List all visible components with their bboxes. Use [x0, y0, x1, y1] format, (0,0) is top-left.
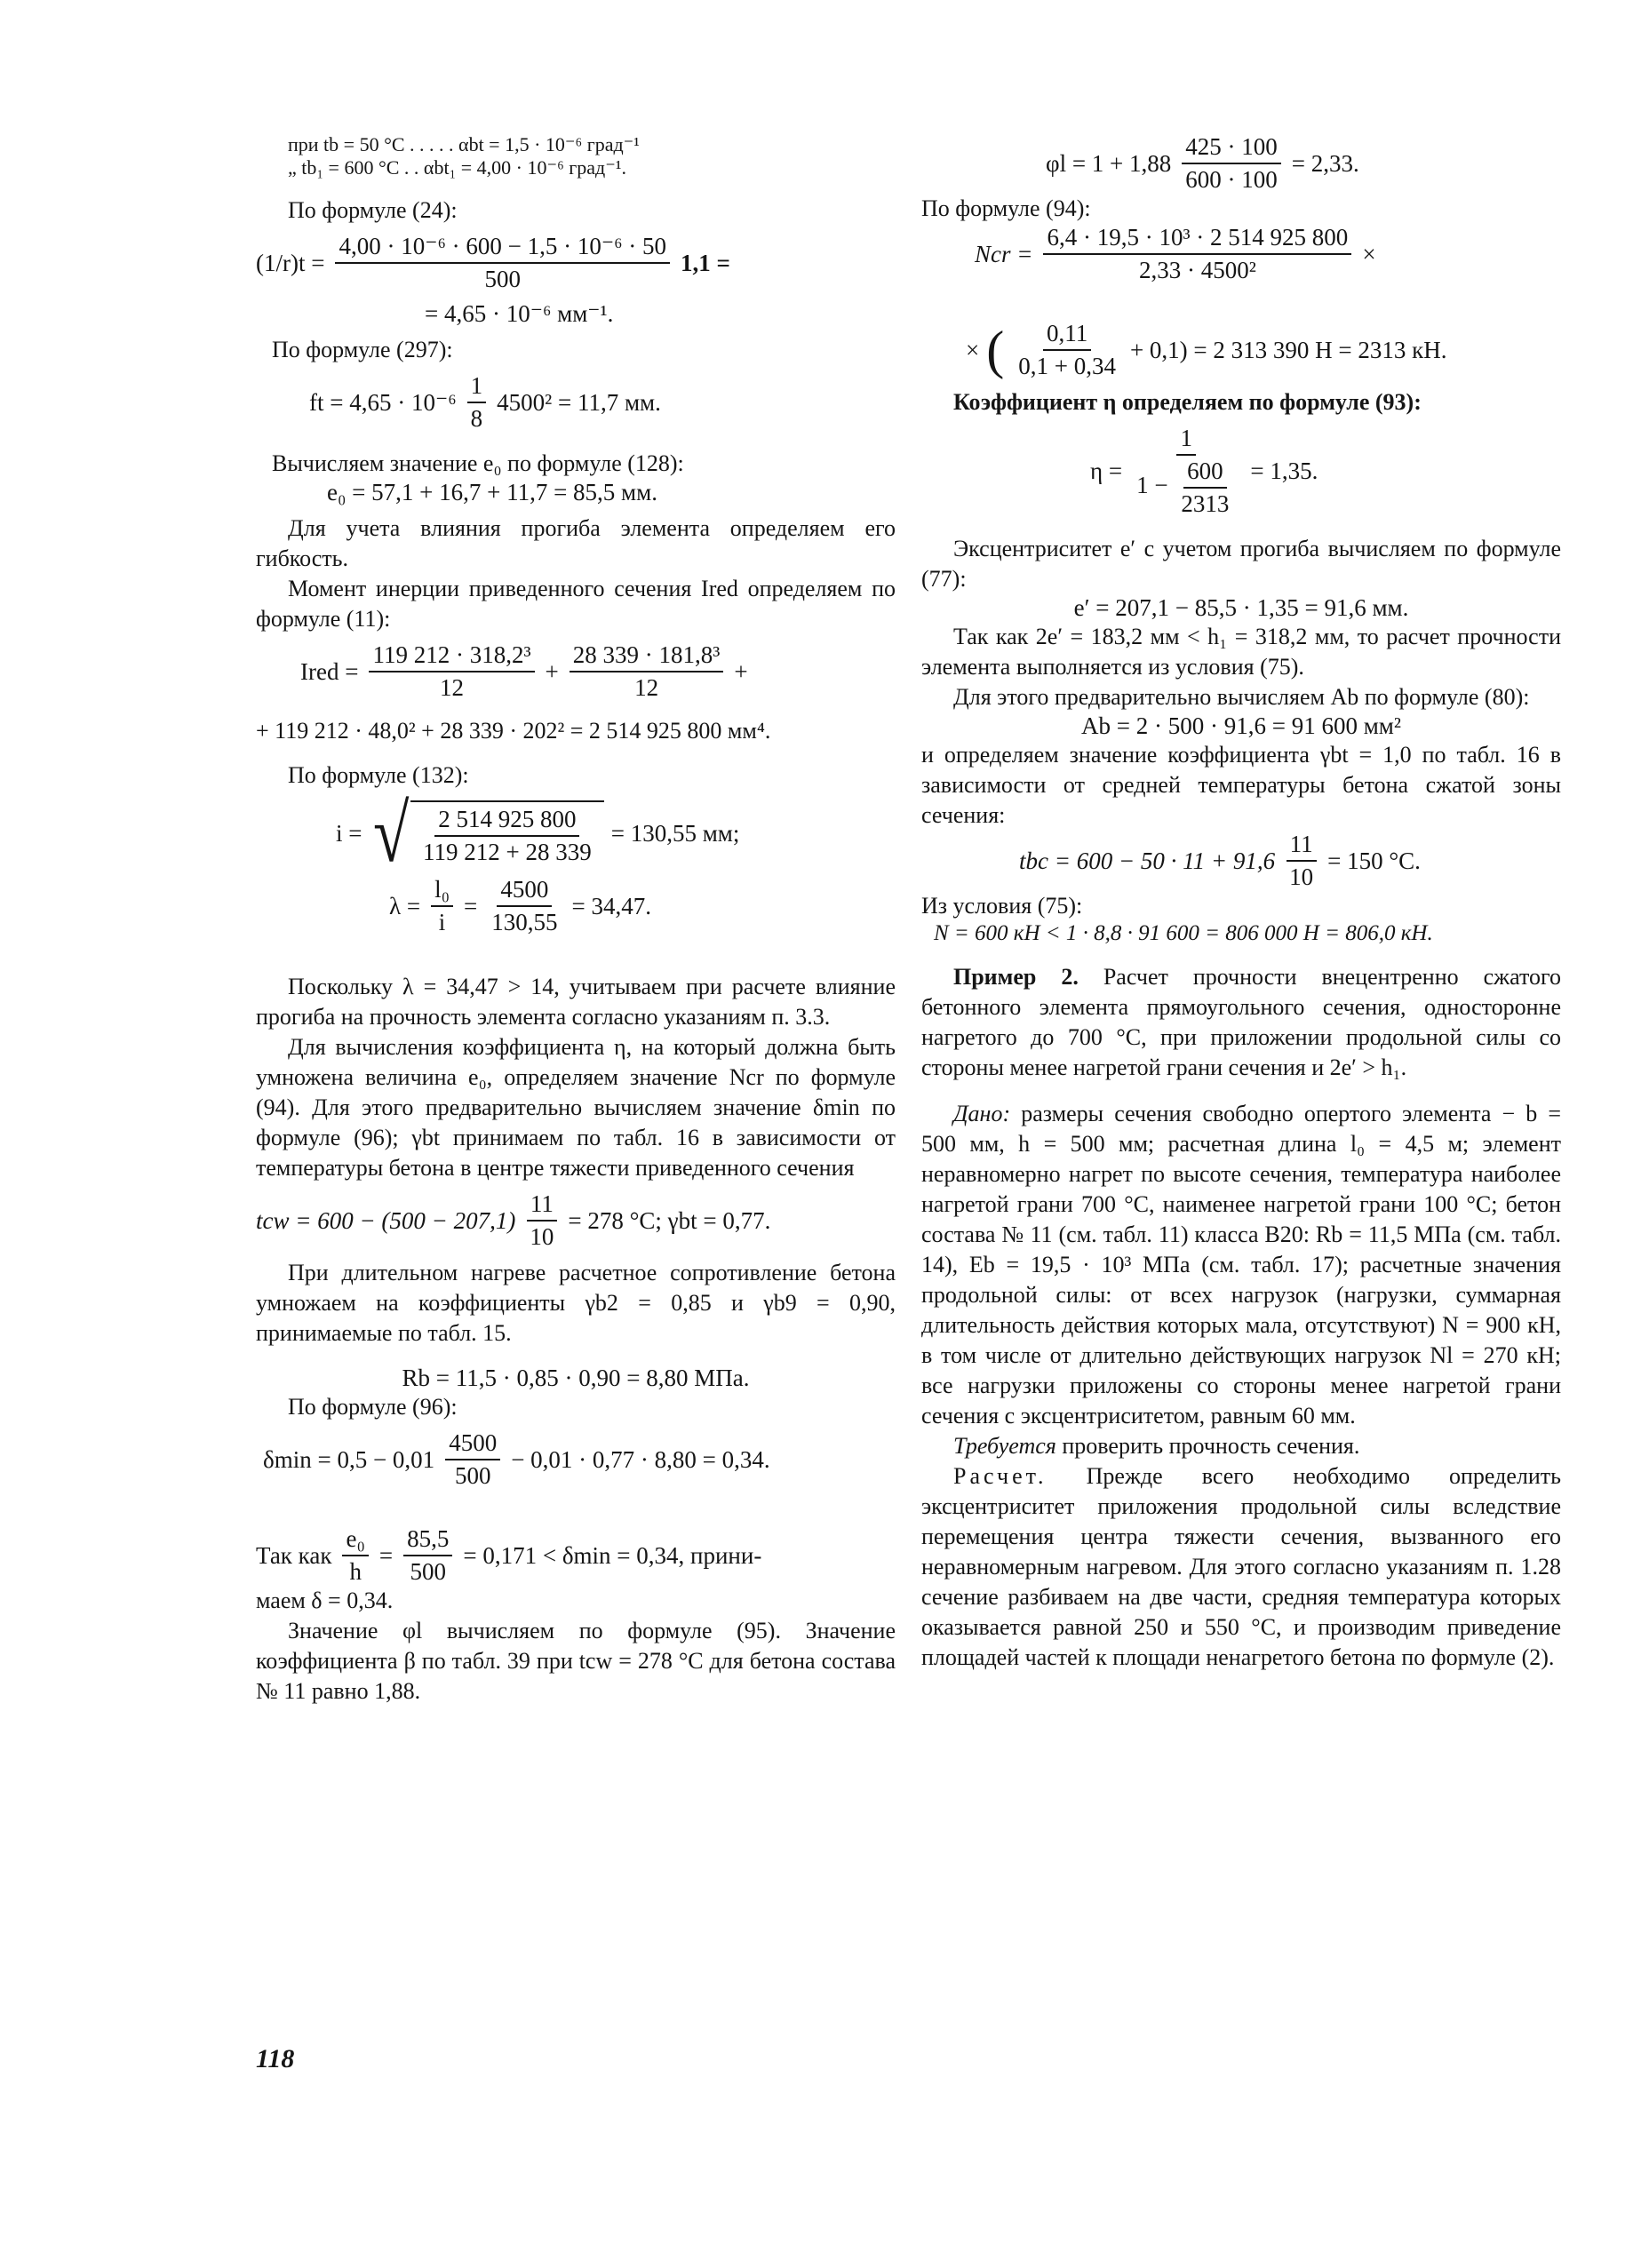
right-column	[921, 133, 1561, 1673]
phi-numerator: 425 · 100	[1182, 133, 1281, 164]
eq297-fraction	[467, 372, 487, 433]
takkak-equation	[256, 1525, 896, 1586]
tcw-fraction	[526, 1190, 557, 1251]
eq24-lhs: (1/r)t =	[256, 249, 325, 276]
ab-intro: Для этого предварительно вычисляем Ab по формуле (80):	[953, 684, 1530, 710]
eq297-tail: 4500² = 11,7 мм.	[497, 388, 661, 416]
given-text: размеры сечения свободно опертого элемента − b = 500 мм, h = 500 мм; расчетная длина l₀ = 4,5 м; элемент неравномерно нагрет по высоте сечения, температура наиболее нагретой грани 700 °С, наименее нагретой грани 100 °С; бетон состава № 11 (см. табл. 11) класса В20: Rb = 11,5 МПа (см. табл. 14), Eb = 19,5 · 10³ МПа (см. табл. 17); расчетные значения продольной силы: от всех нагрузок (нагрузки, суммарная длительность действия которых мала, отсутствуют) N = 900 кН, в том числе от длительно действующих нагрузок Nl = 270 кН; все нагрузки приложены со стороны менее нагретой грани сечения с эксцентриситетом, равным 60 мм.	[921, 1101, 1562, 1428]
phi-denominator: 600 · 100	[1185, 166, 1278, 193]
delta-min-equation	[263, 1429, 896, 1490]
sqrt-body	[410, 800, 604, 866]
phi-lhs: φl = 1 + 1,88	[1046, 149, 1172, 177]
formula-96-label: По формуле (96):	[288, 1394, 458, 1420]
dmin-tail: − 0,01 · 0,77 · 8,80 = 0,34.	[511, 1445, 770, 1473]
ncr-lhs: Ncr =	[975, 240, 1033, 267]
formula-24-label: По формуле (24):	[288, 197, 458, 223]
eq24-result: = 4,65 · 10⁻⁶ мм⁻¹.	[425, 300, 614, 327]
lambda-tail: = 34,47.	[571, 892, 651, 919]
page-number: 118	[256, 2044, 295, 2073]
tbc-equation	[1019, 831, 1561, 891]
ired-numerator-2: 28 339 · 181,8³	[570, 641, 724, 672]
temperature-line-1: при tb = 50 °C . . . . . αbt = 1,5 · 10⁻⁶ град⁻¹	[288, 133, 640, 155]
takkak-numerator-1: e₀	[342, 1525, 368, 1556]
temperature-line-2: „ tb₁ = 600 °C . . αbt₁ = 4,00 · 10⁻⁶ град⁻¹.	[288, 156, 626, 179]
sqrt-expression	[369, 788, 603, 879]
ired-denominator-2: 12	[634, 674, 659, 701]
lambda-numerator-2: 4500	[497, 876, 552, 907]
dmin-numerator: 4500	[445, 1429, 500, 1460]
ncr-line2-denominator: 0,1 + 0,34	[1018, 353, 1116, 379]
ired-plus-2: +	[734, 657, 748, 685]
takkak-numerator-2: 85,5	[403, 1525, 452, 1556]
left-column	[256, 133, 896, 1707]
eta-numerator: 1	[1176, 425, 1196, 456]
i-denominator: 119 212 + 28 339	[422, 839, 592, 865]
tbc-numerator: 11	[1287, 831, 1317, 862]
eq24-numerator: 4,00 · 10⁻⁶ · 600 − 1,5 · 10⁻⁶ · 50	[335, 233, 670, 264]
ncr-denominator: 2,33 · 4500²	[1138, 257, 1256, 283]
phi-paragraph: Значение φl вычисляем по формуле (95). Значение коэффициента β по табл. 39 при tcw = 278 °C для бетона состава № 11 равно 1,88.	[256, 1618, 896, 1704]
lambda-numerator-1: l₀	[431, 876, 453, 907]
ncr-line2-pre: ×	[966, 336, 980, 363]
flexibility-paragraph: Для учета влияния прогиба элемента определяем его гибкость.	[256, 515, 896, 571]
gamma-paragraph: и определяем значение коэффициента γbt = 1,0 по табл. 16 в зависимости от средней температуры бетона сжатой зоны сечения:	[921, 742, 1561, 828]
ired-denominator-1: 12	[440, 674, 464, 701]
takkak-denominator-1: h	[349, 1558, 362, 1585]
lambda-lhs: λ =	[389, 892, 421, 919]
ired-line-2: + 119 212 · 48,0² + 28 339 · 202² = 2 514 925 800 мм⁴.	[256, 718, 771, 744]
lambda-equation	[389, 876, 896, 936]
formula-132-label: По формуле (132):	[288, 762, 469, 788]
i-tail: = 130,55 мм;	[610, 819, 740, 847]
tcw-tail: = 278 °C; γbt = 0,77.	[568, 1206, 771, 1234]
tcw-denominator: 10	[530, 1223, 554, 1250]
dmin-fraction	[445, 1429, 500, 1490]
eq297-denominator: 8	[470, 405, 483, 432]
phi-equation	[1046, 133, 1561, 194]
equation-24	[256, 233, 896, 293]
lambda-fraction-1	[431, 876, 453, 936]
takkak-eq: =	[378, 1541, 394, 1569]
example-paragraph	[921, 962, 1561, 1083]
takkak-fraction-1	[342, 1525, 368, 1586]
tbc-denominator: 10	[1289, 863, 1314, 890]
calculation-label: Расчет.	[953, 1463, 1048, 1489]
given-label: Дано:	[953, 1101, 1011, 1126]
sqrt-icon: √	[373, 788, 410, 879]
eta-inner-denominator: 2313	[1181, 490, 1230, 517]
given-paragraph	[921, 1099, 1561, 1431]
ired-equation	[300, 641, 896, 702]
eccentricity-paragraph: Эксцентриситет e′ с учетом прогиба вычисляем по формуле (77):	[921, 536, 1561, 592]
since-paragraph: Поскольку λ = 34,47 > 14, учитываем при расчете влияние прогиба на прочность элемента согласно указаниям п. 3.3.	[256, 974, 896, 1030]
lambda-fraction-2	[488, 876, 561, 936]
ncr-line-2	[966, 320, 1561, 380]
inertia-paragraph: Момент инерции приведенного сечения Ired определяем по формуле (11):	[256, 576, 896, 632]
eta-intro: Коэффициент η определяем по формуле (93):	[953, 389, 1422, 415]
eccentricity-equation: e′ = 207,1 − 85,5 · 1,35 = 91,6 мм.	[1073, 594, 1409, 621]
eta-paragraph: Для вычисления коэффициента η, на который должна быть умножена величина e₀, определяем значение Ncr по формуле (94). Для этого предварительно вычисляем значение δmin по формуле (96); γbt принимаем по табл. 16 в зависимости от температуры бетона в центре тяжести приведенного сечения	[256, 1034, 896, 1181]
ncr-tail: ×	[1362, 240, 1376, 267]
tcw-equation	[256, 1190, 896, 1251]
required-label: Требуется	[953, 1433, 1056, 1459]
ired-fraction-1	[369, 641, 534, 702]
eq297-numerator: 1	[467, 372, 487, 403]
eta-tail: = 1,35.	[1250, 458, 1318, 484]
ired-fraction-2	[570, 641, 724, 702]
ncr-numerator: 6,4 · 19,5 · 10³ · 2 514 925 800	[1043, 224, 1351, 255]
required-text: проверить прочность сечения.	[1062, 1433, 1360, 1459]
takkak-tail: = 0,171 < δmin = 0,34, прини-	[463, 1541, 762, 1569]
i-fraction	[419, 806, 595, 866]
e0-intro: Вычисляем значение e₀ по формуле (128):	[272, 450, 684, 476]
eq24-fraction	[335, 233, 670, 293]
eta-inner-numerator: 600	[1183, 458, 1227, 489]
ncr-line2-numerator: 0,11	[1043, 320, 1091, 351]
takkak-lhs: Так как	[256, 1541, 332, 1569]
ncr-fraction	[1043, 224, 1351, 284]
ired-numerator-1: 119 212 · 318,2³	[369, 641, 534, 672]
ired-lhs: Ired =	[300, 657, 359, 685]
long-heat-paragraph: При длительном нагреве расчетное сопротивление бетона умножаем на коэффициенты γb2 = 0,85 и γb9 = 0,90, принимаемые по табл. 15.	[256, 1260, 896, 1346]
tbc-fraction	[1286, 831, 1317, 891]
example-title: Пример 2.	[953, 964, 1079, 990]
condition-label: Из условия (75):	[921, 893, 1083, 919]
calculation-paragraph	[921, 1461, 1561, 1673]
dmin-denominator: 500	[454, 1462, 491, 1489]
eta-lhs: η =	[1090, 458, 1123, 484]
condition-equation: N = 600 кН < 1 · 8,8 · 91 600 = 806 000 Н = 806,0 кН.	[934, 921, 1433, 945]
ncr-line2-tail: + 0,1) = 2 313 390 Н = 2313 кН.	[1129, 336, 1447, 363]
dmin-lhs: δmin = 0,5 − 0,01	[263, 1445, 435, 1473]
lambda-denominator-1: i	[438, 909, 446, 935]
i-lhs: i =	[336, 819, 362, 847]
calculation-text: Прежде всего необходимо определить эксцентриситет приложения продольной силы вследствие перемещения центра тяжести сечения, вызванного его неравномерным нагревом. Для этого согласно указаниям п. 1.28 сечение разбиваем на две части, средняя температура которых оказывается равной 250 и 550 °С, и производим приведение площадей частей к площади ненагретого бетона по формуле (2).	[921, 1463, 1562, 1670]
eta-den-pre: 1 −	[1136, 472, 1168, 499]
eta-inner-fraction	[1177, 458, 1232, 518]
formula-297-label: По формуле (297):	[272, 337, 453, 362]
ncr-line2-fraction	[1015, 320, 1119, 380]
takkak-fraction-2	[403, 1525, 452, 1586]
eq24-denominator: 500	[484, 266, 521, 292]
rb-equation: Rb = 11,5 · 0,85 · 0,90 = 8,80 МПа.	[402, 1365, 750, 1391]
takkak-denominator-2: 500	[410, 1558, 446, 1585]
eq297-lhs: ft = 4,65 · 10⁻⁶	[309, 388, 457, 416]
tbc-tail: = 150 °C.	[1327, 847, 1421, 874]
e0-equation: e₀ = 57,1 + 16,7 + 11,7 = 85,5 мм.	[327, 479, 657, 505]
required-paragraph	[921, 1431, 1561, 1461]
lambda-denominator-2: 130,55	[491, 909, 558, 935]
eta-denominator	[1133, 456, 1239, 518]
phi-fraction	[1182, 133, 1281, 194]
takkak-line-2: маем δ = 0,34.	[256, 1588, 394, 1613]
example-text: Расчет прочности внецентренно сжатого бетонного элемента прямоугольного сечения, односторонне нагретого до 700 °С, при приложении продольной силы со стороны менее нагретой грани сечения и 2e′ > h₁.	[921, 964, 1562, 1080]
eta-fraction	[1133, 425, 1239, 518]
left-paren-icon: (	[986, 321, 1005, 379]
since2-paragraph: Так как 2e′ = 183,2 мм < h₁ = 318,2 мм, то расчет прочности элемента выполняется из условия (75).	[921, 624, 1561, 680]
tcw-numerator: 11	[527, 1190, 557, 1222]
phi-tail: = 2,33.	[1291, 149, 1359, 177]
eq24-tail: 1,1 =	[681, 249, 730, 276]
ab-equation: Ab = 2 · 500 · 91,6 = 91 600 мм²	[1081, 712, 1401, 739]
eta-equation	[1090, 425, 1561, 518]
tbc-lhs: tbc = 600 − 50 · 11 + 91,6	[1019, 847, 1276, 874]
i-numerator: 2 514 925 800	[434, 806, 579, 837]
ncr-equation	[975, 224, 1561, 284]
ired-plus: +	[545, 657, 559, 685]
formula-94-label: По формуле (94):	[921, 195, 1091, 221]
lambda-mid: =	[464, 892, 478, 919]
tcw-lhs: tcw = 600 − (500 − 207,1)	[256, 1206, 516, 1234]
equation-297	[309, 372, 896, 433]
radius-equation	[336, 788, 896, 879]
